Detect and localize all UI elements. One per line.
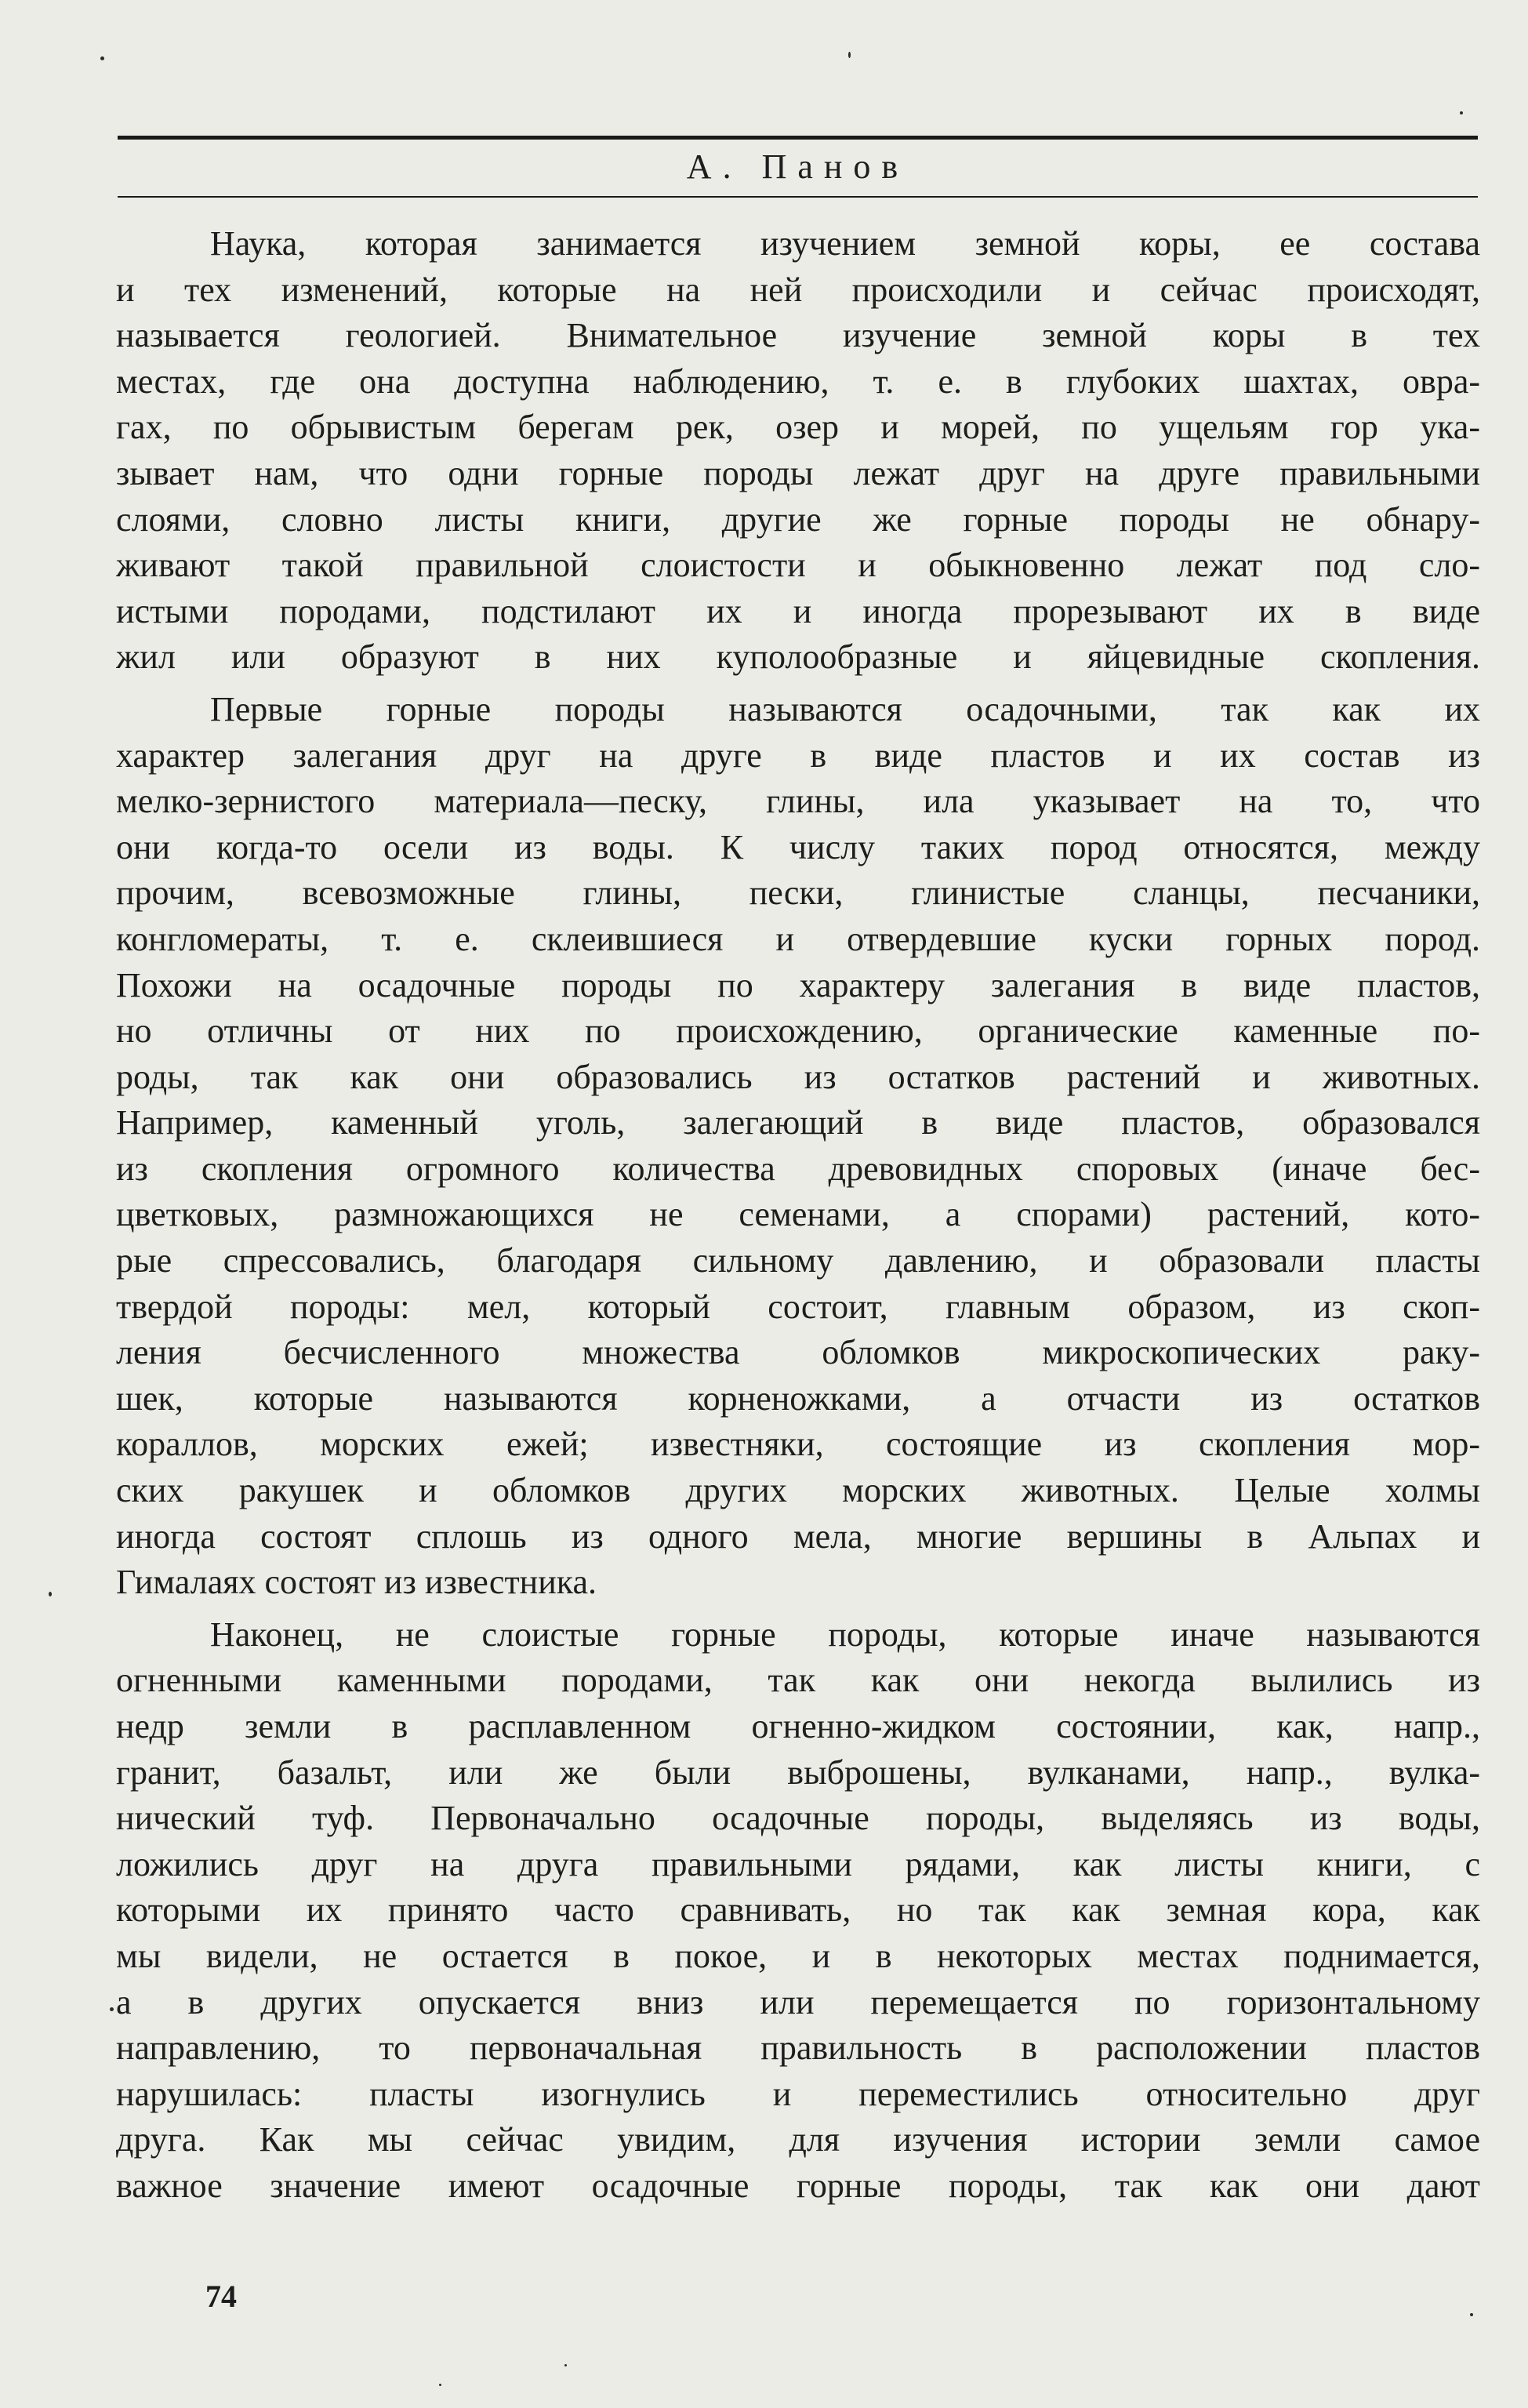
- paragraph-2: [116, 687, 1480, 1606]
- text-line: друга. Как мы сейчас увидим, для изучения истории земли самое: [116, 2120, 1480, 2159]
- text-line: цветковых, размножающихся не семенами, а спорами) растений, кото-: [116, 1195, 1480, 1234]
- text-line: они когда-то осели из воды. К числу таких пород относятся, между: [116, 827, 1480, 866]
- running-head: А. Панов: [686, 147, 909, 186]
- scan-speck: [1470, 2313, 1473, 2316]
- text-line: слоями, словно листы книги, другие же горные породы не обнару-: [116, 499, 1480, 539]
- scan-speck: [848, 52, 851, 58]
- text-line: но отличны от них по происхождению, органические каменные по-: [116, 1012, 1480, 1051]
- text-line: Наконец, не слоистые горные породы, которые иначе называются: [210, 1614, 1480, 1654]
- text-line: зывает нам, что одни горные породы лежат друг на друге правильными: [116, 453, 1480, 492]
- text-line: которыми их принято часто сравнивать, но так как земная кора, как: [116, 1890, 1480, 1930]
- text-line: твердой породы: мел, который состоит, главным образом, из скоп-: [116, 1287, 1480, 1326]
- text-line: прочим, всевозможные глины, пески, глинистые сланцы, песчаники,: [116, 873, 1480, 913]
- text-line: характер залегания друг на друге в виде пластов и их состав из: [116, 735, 1480, 775]
- text-line: огненными каменными породами, так как они некогда вылились из: [116, 1661, 1480, 1700]
- paragraph-3: [116, 1612, 1480, 2210]
- text-line: ских ракушек и обломков других морских животных. Целые холмы: [116, 1471, 1480, 1510]
- header-rule-bottom: [118, 196, 1478, 198]
- text-line: иногда состоят сплошь из одного мела, многие вершины в Альпах и: [116, 1516, 1480, 1556]
- text-line: рые спрессовались, благодаря сильному давлению, и образовали пласты: [116, 1241, 1480, 1280]
- text-line: роды, так как они образовались из остатков растений и животных.: [116, 1057, 1480, 1096]
- text-line: а в других опускается вниз или перемещается по горизонтальному: [116, 1982, 1480, 2021]
- paragraph-1: [116, 221, 1480, 681]
- text-line: направлению, то первоначальная правильность в расположении пластов: [116, 2028, 1480, 2068]
- scan-speck: [1460, 111, 1463, 114]
- text-line: кораллов, морских ежей; известняки, состоящие из скопления мор-: [116, 1425, 1480, 1464]
- text-line: из скопления огромного количества древовидных споровых (иначе бес-: [116, 1149, 1480, 1188]
- text-line: шек, которые называются корненожками, а отчасти из остатков: [116, 1378, 1480, 1418]
- text-line: живают такой правильной слоистости и обыкновенно лежат под сло-: [116, 546, 1480, 585]
- text-line: называется геологией. Внимательное изучение земной коры в тех: [116, 316, 1480, 355]
- text-line: важное значение имеют осадочные горные породы, так как они дают: [116, 2166, 1480, 2205]
- text-line: истыми породами, подстилают их и иногда прорезывают их в виде: [116, 591, 1480, 630]
- text-line: нарушилась: пласты изогнулись и переместились относительно друг: [116, 2074, 1480, 2113]
- text-line: и тех изменений, которые на ней происходили и сейчас происходят,: [116, 270, 1480, 309]
- text-line: мы видели, не остается в покое, и в некоторых местах поднимается,: [116, 1936, 1480, 1975]
- scan-speck: [439, 2384, 441, 2386]
- text-line: Например, каменный уголь, залегающий в виде пластов, образовался: [116, 1103, 1480, 1142]
- scan-speck: [49, 1592, 52, 1596]
- scan-speck: [100, 56, 104, 60]
- text-line: жил или образуют в них куполообразные и яйцевидные скопления.: [116, 637, 1480, 677]
- page-number: 74: [205, 2279, 237, 2314]
- text-line: Первые горные породы называются осадочными, так как их: [210, 689, 1480, 728]
- text-line: мелко-зернистого материала—песку, глины, ила указывает на то, что: [116, 782, 1480, 821]
- scan-speck: [564, 2364, 567, 2366]
- text-line: нический туф. Первоначально осадочные породы, выделяясь из воды,: [116, 1799, 1480, 1838]
- text-line: гах, по обрывистым берегам рек, озер и морей, по ущельям гор ука-: [116, 408, 1480, 447]
- text-line: Гималаях состоят из известника.: [116, 1563, 597, 1602]
- body-text: [116, 221, 1480, 2210]
- text-line: недр земли в расплавленном огненно-жидком состоянии, как, напр.,: [116, 1707, 1480, 1745]
- text-line: Наука, которая занимается изучением земной коры, ее состава: [210, 224, 1480, 263]
- text-line: ления бесчисленного множества обломков микроскопических раку-: [116, 1333, 1480, 1372]
- text-line: местах, где она доступна наблюдению, т. е. в глубоких шахтах, овра-: [116, 361, 1480, 401]
- text-line: конгломераты, т. е. склеившиеся и отвердевшие куски горных пород.: [116, 919, 1480, 958]
- scan-speck: [110, 2007, 114, 2011]
- text-line: гранит, базальт, или же были выброшены, вулканами, напр., вулка-: [116, 1752, 1480, 1792]
- header-rule-top: [118, 136, 1478, 140]
- text-line: ложились друг на друга правильными рядами, как листы книги, с: [116, 1844, 1480, 1883]
- text-line: Похожи на осадочные породы по характеру залегания в виде пластов,: [116, 965, 1480, 1004]
